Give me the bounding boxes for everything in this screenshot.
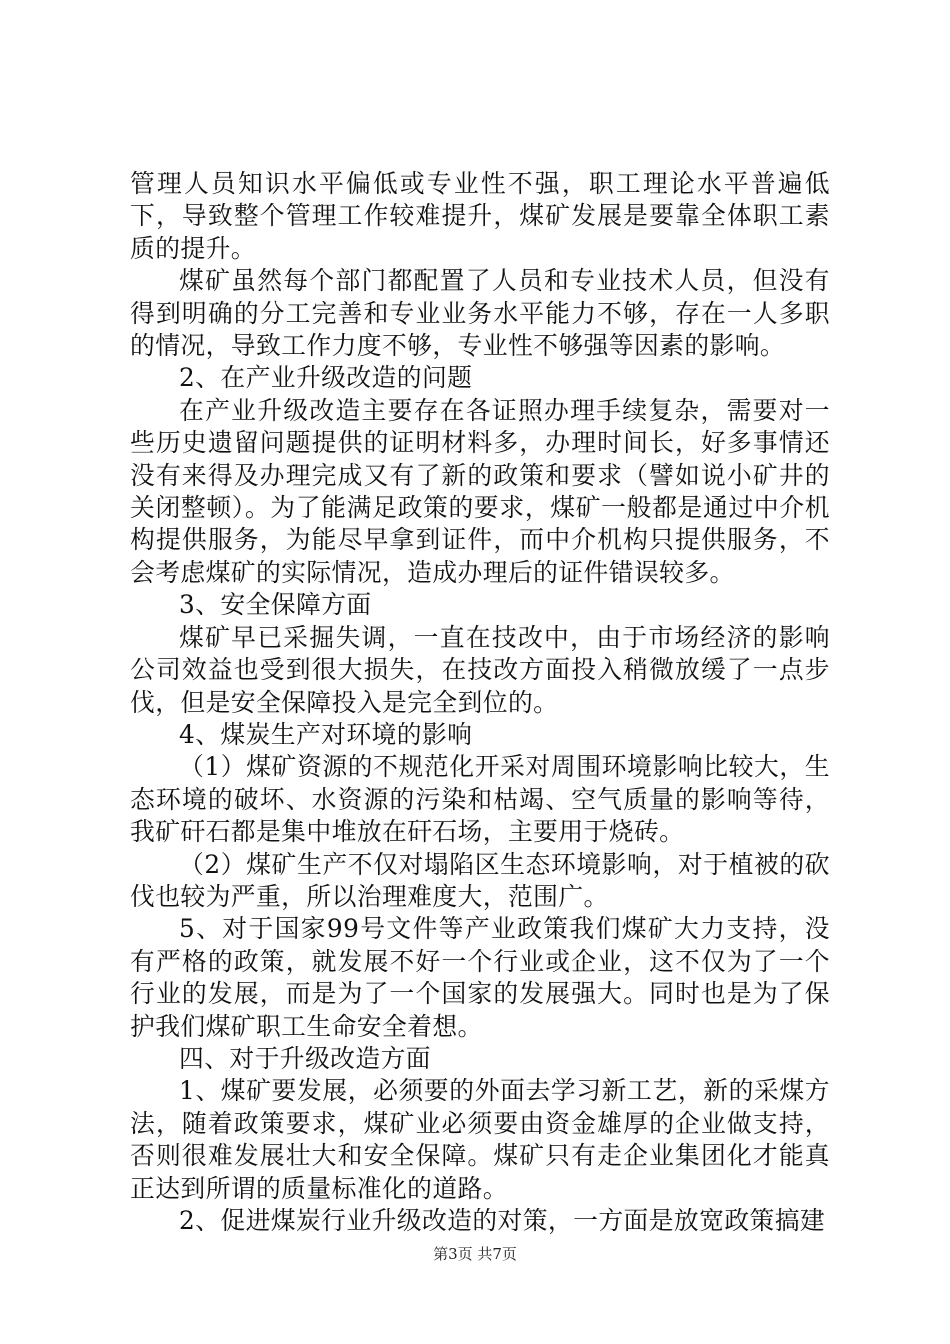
paragraph: 1、煤矿要发展，必须要的外面去学习新工艺，新的采煤方法，随着政策要求，煤矿业必须要由资金雄厚的企业做支持，否则很难发展壮大和安全保障。煤矿只有走企业集团化才能真正达到所谓的质量标准化的道路。 — [130, 1076, 830, 1203]
paragraph: 管理人员知识水平偏低或专业性不强，职工理论水平普遍低下，导致整个管理工作较难提升，煤矿发展是要靠全体职工素质的提升。 — [130, 169, 830, 263]
paragraph: （1）煤矿资源的不规范化开采对周围环境影响比较大，生态环境的破坏、水资源的污染和枯竭、空气质量的影响等待，我矿矸石都是集中堆放在矸石场，主要用于烧砖。 — [130, 752, 830, 847]
paragraph: 煤矿虽然每个部门都配置了人员和专业技术人员，但没有得到明确的分工完善和专业业务水平能力不够，存在一人多职的情况，导致工作力度不够，专业性不够强等因素的影响。 — [130, 266, 830, 361]
document-body — [130, 168, 830, 1237]
paragraph: 2、促进煤炭行业升级改造的对策，一方面是放宽政策搞建 — [179, 1206, 826, 1235]
paragraph: 煤矿早已采掘失调，一直在技改中，由于市场经济的影响公司效益也受到很大损失，在技改方面投入稍微放缓了一点步伐，但是安全保障投入是完全到位的。 — [130, 622, 830, 717]
page-footer — [0, 1244, 950, 1264]
page-number: 第3页 共7页 — [433, 1245, 517, 1263]
paragraph: 5、对于国家99号文件等产业政策我们煤矿大力支持，没有严格的政策，就发展不好一个行业或企业，这不仅为了一个行业的发展，而是为了一个国家的发展强大。同时也是为了保护我们煤矿职工生命安全着想。 — [130, 914, 830, 1041]
section-heading: 3、安全保障方面 — [179, 590, 372, 620]
section-heading: 2、在产业升级改造的问题 — [179, 363, 473, 393]
paragraph: 在产业升级改造主要存在各证照办理手续复杂，需要对一些历史遗留问题提供的证明材料多，办理时间长，好多事情还没有来得及办理完成又有了新的政策和要求（譬如说小矿井的关闭整顿）。为了能满足政策的要求，煤矿一般都是通过中介机构提供服务，为能尽早拿到证件，而中介机构只提供服务，不会考虑煤矿的实际情况，造成办理后的证件错误较多。 — [130, 395, 830, 587]
section-heading: 4、煤炭生产对环境的影响 — [179, 719, 473, 749]
paragraph: （2）煤矿生产不仅对塌陷区生态环境影响，对于植被的砍伐也较为严重，所以治理难度大，范围广。 — [130, 849, 830, 911]
section-heading: 四、对于升级改造方面 — [179, 1043, 431, 1073]
